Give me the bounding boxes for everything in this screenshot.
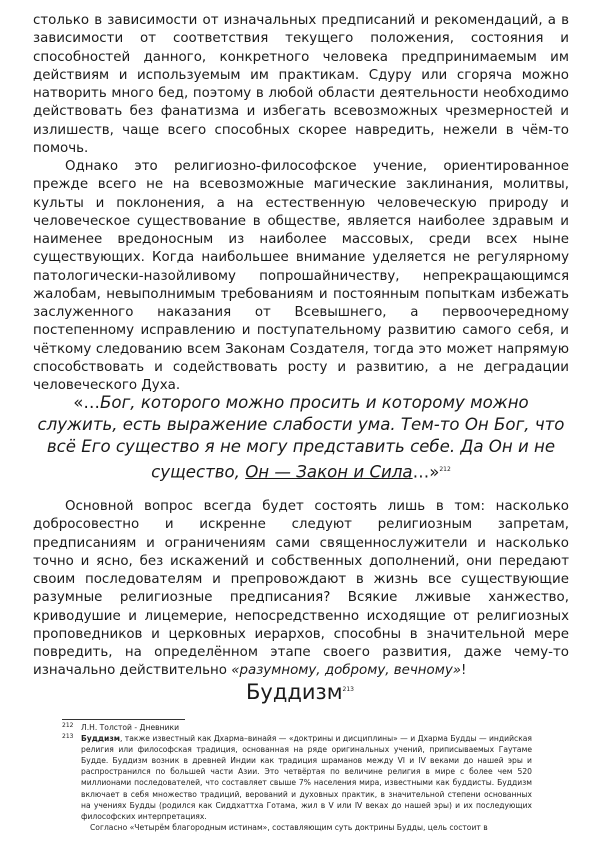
footnote-ref-213[interactable]: 213 [342,686,354,693]
section-heading-title: Буддизм [246,680,343,704]
footnote-213 [62,733,532,822]
paragraph-3-text: Основной вопрос всегда будет состоять лишь в том: насколько добросовестно и искренне следуют религиозным запретам, предписаниям и ограничениям сами священнослужители и насколько точно и ясно, без искажений и собственных дополнений, они передают своим последователям и препровождают в жизнь все существующие разумные религиозные предписания? Всякие лживые ханжество, криводушие и лицемерие, непосредственно исходящие от религиозных проповедников и церковных иерархов, способны в значительной мере повредить, на определённом этапе своего развития, даже чему-то изначально действительно [33,499,569,679]
paragraph-3-end: ! [461,663,467,679]
tolstoy-quote [33,392,569,483]
quote-open-mark: «… [73,393,101,412]
footnote-bold-term: Буддизм [81,734,120,744]
quote-ellipsis: … [412,462,430,482]
footnotes-block [62,722,532,833]
footnote-212 [62,722,532,733]
footnote-number: 212 [62,722,74,729]
footnote-continuation: Согласно «Четырём благородным истинам», составляющим суть доктрины Будды, цель состоит в [90,822,488,832]
footnote-ref-212[interactable]: 212 [439,465,451,473]
footnote-text: Л.Н. Толстой - Дневники [81,723,180,732]
footnote-number: 213 [62,733,74,741]
paragraph-3-italic: «разумному, доброму, вечному» [231,663,462,679]
quote-text: Бог, которого можно просить и которому можно служить, есть выражение слабости ума. Тем-то Он Бог, что всё Его существо я не могу представить себе. Да Он и не существо, [37,393,565,482]
quote-underlined-text: Он — Закон и Сила [245,462,413,482]
footnote-text: , также известный как Дхарма–винайя — «доктрины и дисциплины» — и Дхарма Будды — индийская религия или философская традиция, основанная на ряде оригинальных учений, приписываемых Гаутаме Будде. Буддизм возник в древней Индии как традиция шраманов между VI и IV веками до нашей эры и распространился по большей части Азии. Это четвёртая по величине религия в мире с более чем 520 миллионами последователей, что составляет свыше 7% населения мира, известными как буддисты. Буддизм включает в себя множество традиций, верований и духовных практик, в значительной степени основанных на учениях Будды (родился как Сиддхаттха Готама, жил в V или IV веках до нашей эры) и их последующих философских интерпретациях. [81,734,532,821]
paragraph-1: столько в зависимости от изначальных предписаний и рекомендаций, а в зависимости от соответствия текущего положения, состояния и способностей данного, конкретного человека предпринимаемым им действиям и используемым им практикам. Сдуру или сгоряча можно натворить много бед, поэтому в любой области деятельности необходимо действовать без фанатизма и избегать всевозможных чрезмерностей и излишеств, чаще всего способных скорее навредить, нежели в чём-то помочь. [33,13,569,156]
section-heading [0,680,600,704]
paragraph-2: Однако это религиозно-философское учение, ориентированное прежде всего не на всевозможные магические заклинания, молитвы, культы и поклонения, а на естественную человеческую природу и человеческое существование в обществе, является наиболее здравым и наименее вредоносным из наиболее массовых, среди всех ныне существующих. Когда наибольшее внимание уделяется не регулярному патологически-назойливому попрошайничеству, непрекращающимся жалобам, невыполнимым требованиям и постоянным попыткам избежать заслуженного наказания от Всевышнего, а первоочередному постепенному исправлению и поступательному развитию самого себя, и чёткому следованию всем Законам Создателя, тогда это может напрямую способствовать и содействовать росту и развитию, а не деградации человеческого Духа. [33,159,569,393]
quote-close-mark: » [429,462,440,482]
footnote-divider [62,719,185,720]
paragraph-3 [33,498,569,681]
